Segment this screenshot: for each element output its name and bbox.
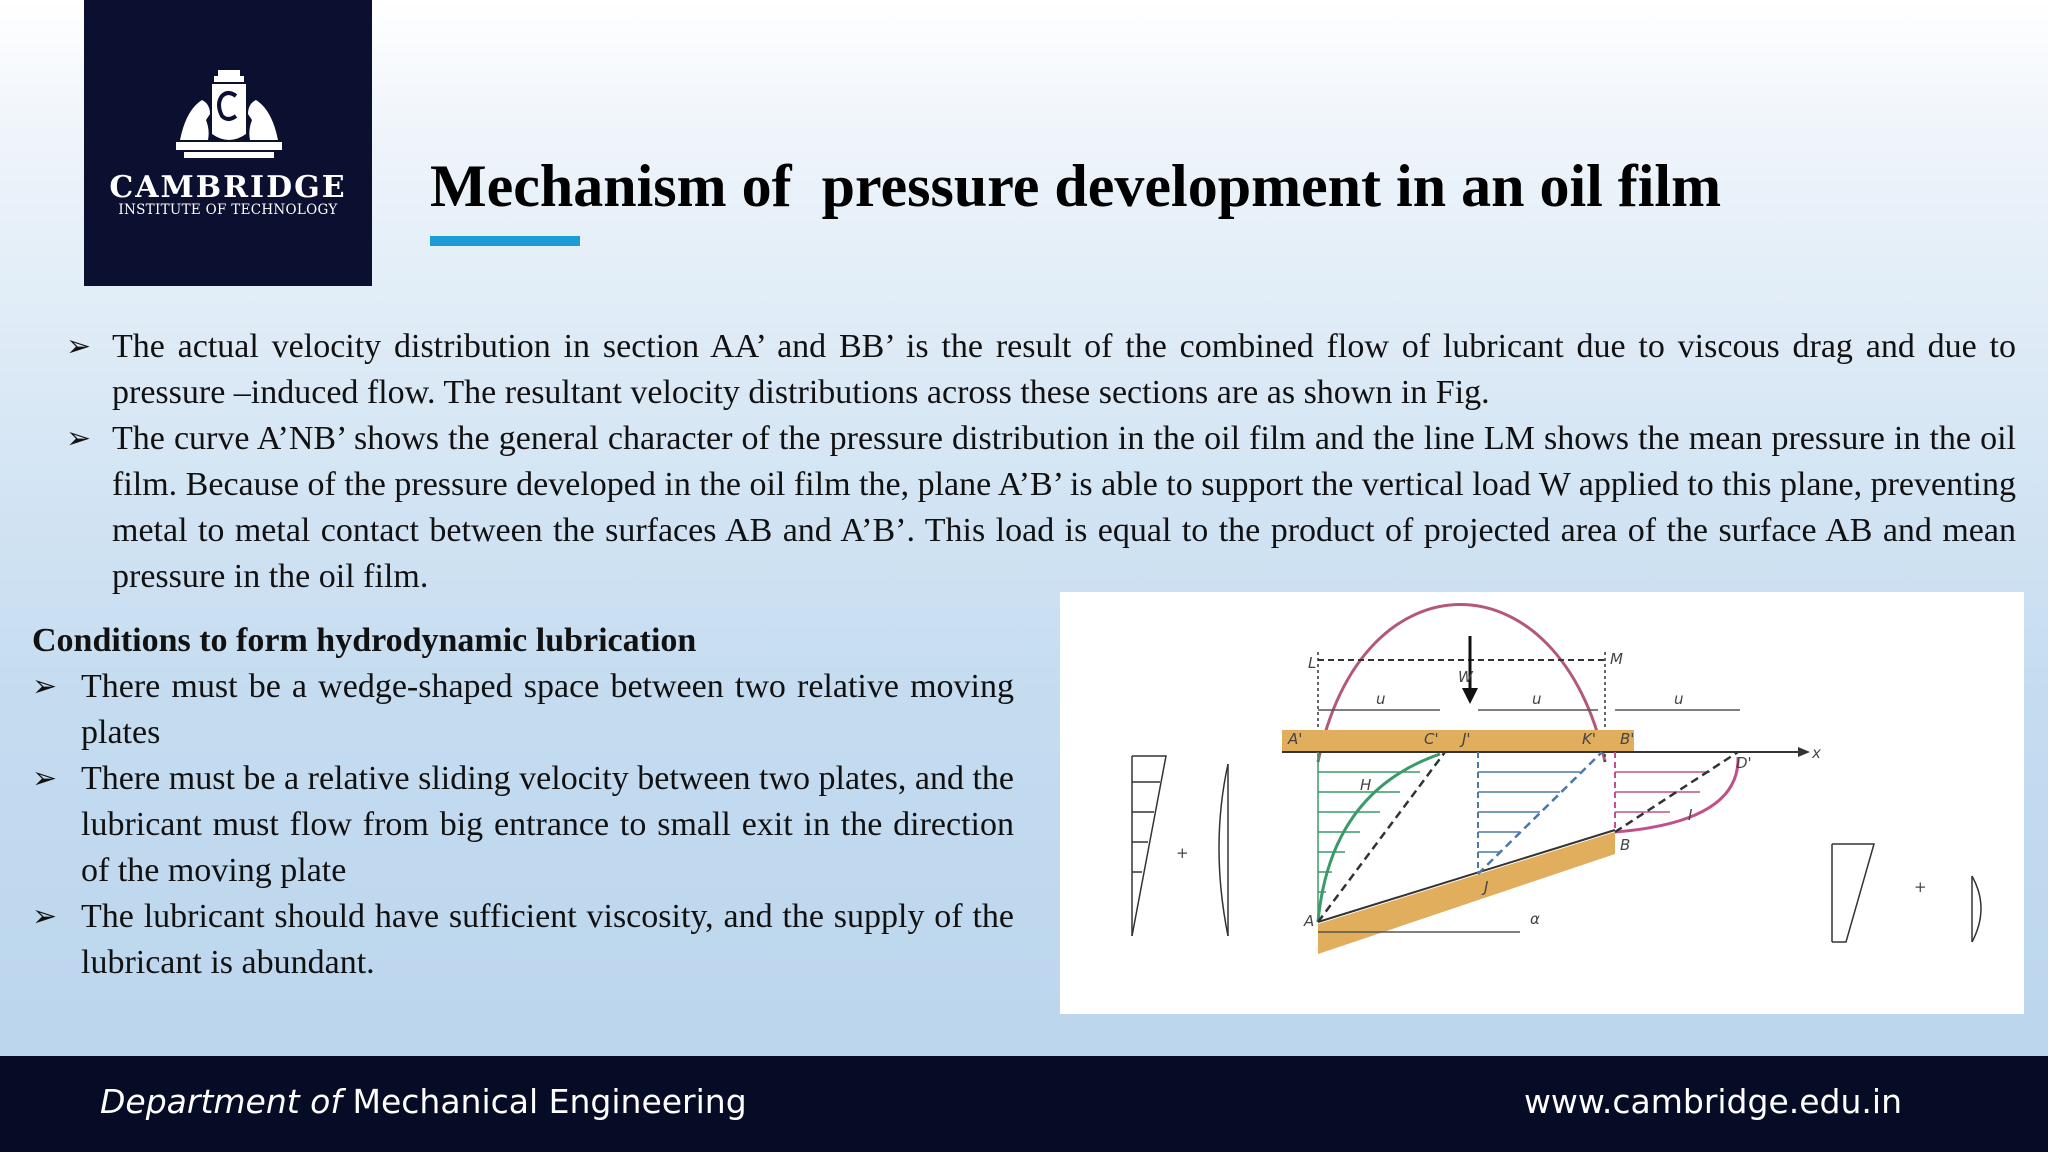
title-underline (430, 236, 580, 246)
label-j-prime: J' (1462, 730, 1471, 748)
label-w: W (1458, 668, 1473, 686)
logo-name: CAMBRIDGE (109, 170, 347, 205)
label-u3: u (1674, 690, 1684, 708)
bullet-text: The actual velocity distribution in section AA’ and BB’ is the result of the combined flow of lubricant due to viscous drag and due to pressure –induced flow. The resultant velocity distributions across these sections are as shown in Fig. (112, 328, 2016, 411)
logo-subtitle: INSTITUTE OF TECHNOLOGY (118, 202, 338, 218)
arrow-bullet-icon: ➢ (32, 761, 58, 796)
label-i: I (1688, 806, 1693, 824)
label-u2: u (1532, 690, 1542, 708)
label-k-prime: K' (1582, 730, 1596, 748)
label-h: H (1360, 776, 1372, 794)
department-name: Mechanical Engineering (342, 1082, 747, 1121)
figure-diagram (1060, 592, 2024, 1014)
main-bullets (66, 324, 2016, 600)
arrow-bullet-icon: ➢ (32, 669, 58, 704)
condition-text: There must be a relative sliding velocity between two plates, and the lubricant must flow from big entrance to small exit in the direction of the moving plate (81, 760, 1014, 889)
label-plus-left: + (1176, 844, 1189, 862)
bullet-text: The curve A’NB’ shows the general character of the pressure distribution in the oil film and the line LM shows the mean pressure in the oil film. Because of the pressure developed in the oil film the, plane A’B’ is able to support the vertical load W applied to this plane, preventing metal to metal contact between the surfaces AB and A’B’. This load is equal to the product of projected area of the surface AB and mean pressure in the oil film. (112, 420, 2016, 595)
conditions-section (32, 618, 1014, 986)
footer-bar (0, 1056, 2048, 1152)
slide-title: Mechanism of pressure development in an oil film (430, 153, 1722, 219)
label-plus-right: + (1914, 878, 1927, 896)
label-alpha: α (1530, 910, 1540, 928)
velocity-curve-i (1615, 757, 1738, 832)
label-a-prime: A' (1288, 730, 1303, 748)
department-prefix: Department of (100, 1082, 342, 1121)
label-b: B (1620, 836, 1631, 854)
website-link[interactable]: www.cambridge.edu.in (1523, 1082, 1902, 1121)
arrow-bullet-icon: ➢ (66, 421, 92, 456)
condition-text: The lubricant should have sufficient viscosity, and the supply of the lubricant is abundant. (81, 898, 1014, 981)
conditions-heading: Conditions to form hydrodynamic lubrication (32, 622, 697, 659)
label-x: x (1812, 744, 1821, 762)
label-a: A (1304, 912, 1315, 930)
arrow-bullet-icon: ➢ (32, 899, 58, 934)
fixed-wedge-plate (1318, 832, 1615, 954)
crest-icon (170, 62, 288, 172)
label-u1: u (1376, 690, 1386, 708)
arrow-bullet-icon: ➢ (66, 329, 92, 364)
condition-item (32, 894, 1014, 986)
label-m: M (1610, 650, 1623, 668)
label-d-prime: D' (1736, 754, 1752, 772)
bullet-item (66, 416, 2016, 600)
pressure-distribution-figure (1060, 592, 2024, 1014)
condition-text: There must be a wedge-shaped space between two relative moving plates (81, 668, 1014, 751)
department-label (100, 1082, 747, 1121)
condition-item (32, 664, 1014, 756)
label-l: L (1308, 654, 1317, 672)
label-j: J (1484, 878, 1489, 896)
label-c-prime: C' (1424, 730, 1439, 748)
bullet-item (66, 324, 2016, 416)
condition-item (32, 756, 1014, 894)
label-b-prime: B' (1620, 730, 1635, 748)
institute-logo (84, 0, 372, 286)
